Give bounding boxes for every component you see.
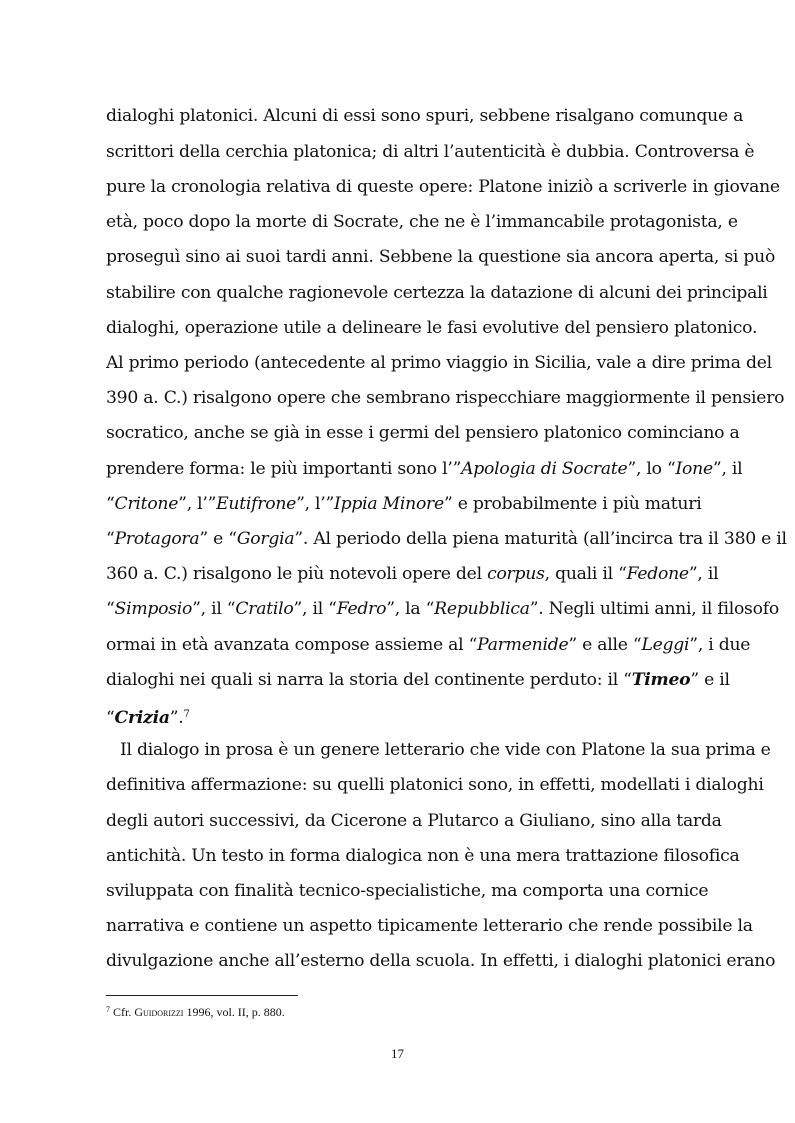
text-line: divulgazione anche all’esterno della scuola. In effetti, i dialoghi platonici erano	[106, 951, 776, 971]
text-line: “Simposio”, il “Cratilo”, il “Fedro”, la “Repubblica”. Negli ultimi anni, il filosofo	[106, 599, 779, 619]
text-line: età, poco dopo la morte di Socrate, che ne è l’immancabile protagonista, e	[106, 212, 738, 232]
page-number: 17	[391, 1046, 404, 1061]
text-line: “Critone”, l’”Eutifrone”, l’”Ippia Minore” e probabilmente i più maturi	[106, 494, 702, 514]
text-line: Il dialogo in prosa è un genere letterario che vide con Platone la sua prima e	[120, 740, 771, 760]
text-line: 390 a. C.) risalgono opere che sembrano rispecchiare maggiormente il pensiero	[106, 388, 785, 408]
text-line: prendere forma: le più importanti sono l’”Apologia di Socrate”, lo “Ione”, il	[106, 459, 743, 479]
footnote: $^7$ Cfr. Guidorizzi 1996, vol. II, p. 880.	[106, 1005, 285, 1019]
footnote-ref[interactable]: 7	[183, 709, 190, 720]
text-line: proseguì sino ai suoi tardi anni. Sebbene la questione sia ancora aperta, si può	[106, 247, 776, 267]
text-line: “Protagora” e “Gorgia”. Al periodo della piena maturità (all’incirca tra il 380 e il	[106, 529, 787, 549]
text-line: 360 a. C.) risalgono le più notevoli opere del corpus, quali il “Fedone”, il	[106, 564, 719, 584]
text-line: pure la cronologia relativa di queste opere: Platone iniziò a scriverle in giovane	[106, 177, 780, 197]
text-line: ormai in età avanzata compose assieme al “Parmenide” e alle “Leggi”, i due	[106, 635, 751, 655]
text-line: dialoghi nei quali si narra la storia del continente perduto: il “Timeo” e il	[106, 670, 730, 690]
text-line: sviluppata con finalità tecnico-specialistiche, ma comporta una cornice	[106, 881, 709, 901]
text-line: antichità. Un testo in forma dialogica non è una mera trattazione filosofica	[106, 846, 740, 866]
text-line: scrittori della cerchia platonica; di altri l’autenticità è dubbia. Controversa è	[106, 142, 755, 162]
text-line: degli autori successivi, da Cicerone a Plutarco a Giuliano, sino alla tarda	[106, 811, 722, 831]
text-line: stabilire con qualche ragionevole certezza la datazione di alcuni dei principali	[106, 283, 768, 303]
text-line: definitiva affermazione: su quelli platonici sono, in effetti, modellati i dialoghi	[106, 775, 764, 795]
text-line: socratico, anche se già in esse i germi del pensiero platonico cominciano a	[106, 423, 740, 443]
text-line: dialoghi platonici. Alcuni di essi sono spuri, sebbene risalgano comunque a	[106, 106, 744, 126]
footnote-separator	[106, 995, 298, 996]
text-line: narrativa e contiene un aspetto tipicamente letterario che rende possibile la	[106, 916, 753, 936]
text-line: “Crizia”.$^7$	[106, 708, 190, 728]
text-line: Al primo periodo (antecedente al primo viaggio in Sicilia, vale a dire prima del	[106, 353, 772, 373]
text-line: dialoghi, operazione utile a delineare le fasi evolutive del pensiero platonico.	[106, 318, 758, 338]
